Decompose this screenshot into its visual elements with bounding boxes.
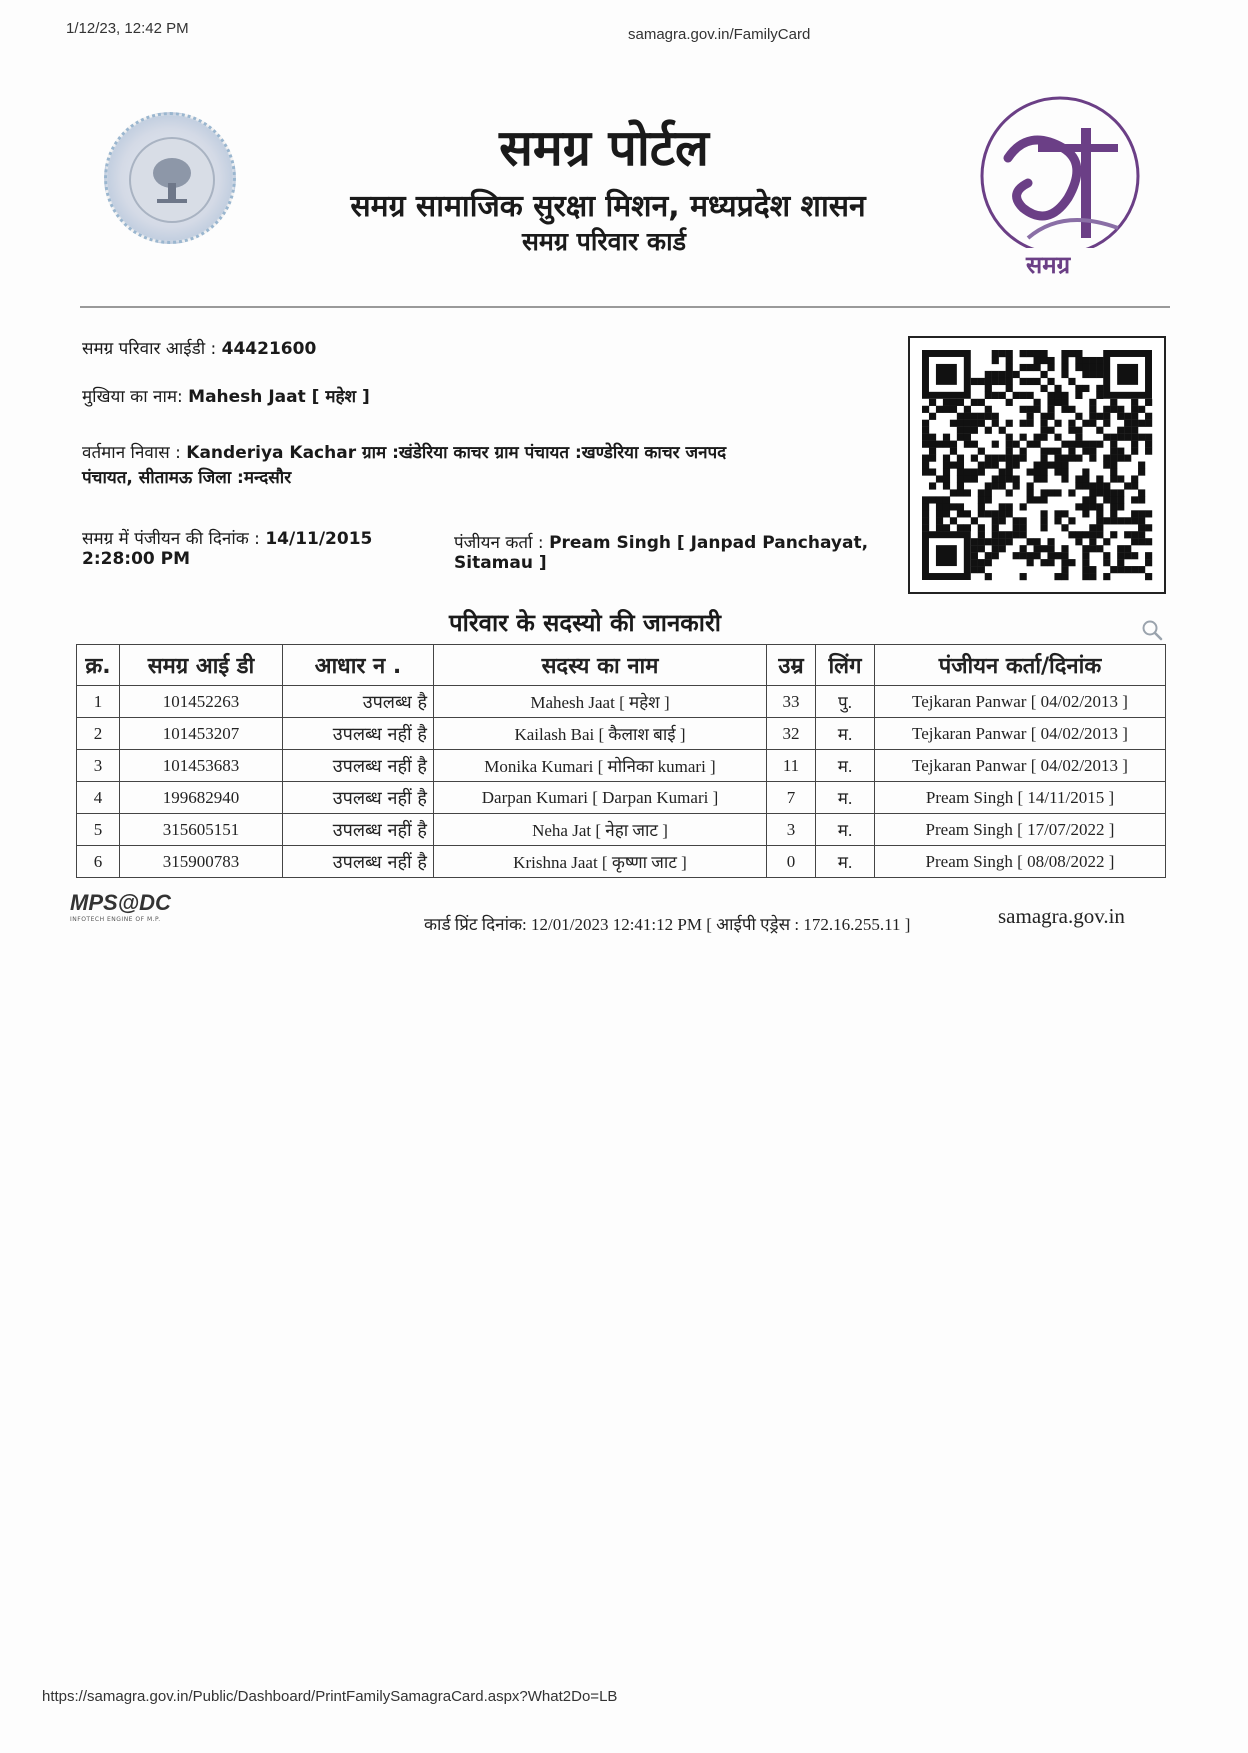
residence-label: वर्तमान निवास : [82, 443, 181, 463]
print-url: samagra.gov.in/FamilyCard [628, 26, 811, 43]
search-icon[interactable] [1140, 618, 1164, 646]
table-row [77, 718, 1166, 750]
reg-date-row [82, 526, 412, 569]
cell-gender: म. [816, 782, 875, 814]
table-row [77, 846, 1166, 878]
samagra-logo-text: समग्र [1026, 251, 1071, 279]
cell-aadhar: उपलब्ध नहीं है [283, 814, 434, 846]
table-header-row [77, 645, 1166, 686]
registrar-line1: Pream Singh [ Janpad Panchayat, [549, 533, 869, 553]
cell-aadhar: उपलब्ध नहीं है [283, 718, 434, 750]
reg-date-label: समग्र में पंजीयन की दिनांक : [82, 529, 260, 549]
mission-subtitle: समग्र सामाजिक सुरक्षा मिशन, मध्यप्रदेश शासन [350, 189, 866, 224]
reg-date-value: 14/11/2015 [265, 529, 373, 549]
cell-samagra-id: 101452263 [120, 686, 283, 718]
head-label: मुखिया का नाम: [82, 387, 183, 407]
cell-age: 32 [767, 718, 816, 750]
cell-serial: 1 [77, 686, 120, 718]
residence-line2: पंचायत, सीतामऊ जिला :मन्दसौर [82, 468, 292, 488]
cell-age: 7 [767, 782, 816, 814]
cell-samagra-id: 101453207 [120, 718, 283, 750]
registrar-line2: Sitamau ] [454, 553, 547, 573]
card-print-info: कार्ड प्रिंट दिनांक: 12/01/2023 12:41:12 PM [ आईपी एड्रेस : 172.16.255.11 ] [424, 915, 911, 934]
cell-gender: पु. [816, 686, 875, 718]
col-aadhar: आधार न . [283, 645, 434, 686]
cell-serial: 3 [77, 750, 120, 782]
cell-serial: 2 [77, 718, 120, 750]
cell-member-name: Krishna Jaat [ कृष्णा जाट ] [434, 846, 767, 878]
table-row [77, 686, 1166, 718]
reg-time-value: 2:28:00 PM [82, 549, 191, 569]
registrar-label: पंजीयन कर्ता : [454, 533, 544, 553]
col-age: उम्र [767, 645, 816, 686]
cell-samagra-id: 199682940 [120, 782, 283, 814]
cell-age: 0 [767, 846, 816, 878]
members-table [76, 644, 1166, 878]
family-id-label: समग्र परिवार आईडी : [82, 339, 217, 359]
cell-member-name: Neha Jat [ नेहा जाट ] [434, 814, 767, 846]
family-id-value: 44421600 [221, 339, 317, 359]
cell-aadhar: उपलब्ध नहीं है [283, 846, 434, 878]
print-datetime: 1/12/23, 12:42 PM [66, 20, 189, 37]
cell-age: 33 [767, 686, 816, 718]
family-id-row [82, 336, 316, 359]
header-divider [80, 306, 1170, 308]
cell-member-name: Darpan Kumari [ Darpan Kumari ] [434, 782, 767, 814]
cell-registrar-date: Tejkaran Panwar [ 04/02/2013 ] [875, 750, 1166, 782]
cell-member-name: Mahesh Jaat [ महेश ] [434, 686, 767, 718]
col-member-name: सदस्य का नाम [434, 645, 767, 686]
cell-gender: म. [816, 718, 875, 750]
table-row [77, 782, 1166, 814]
mpsedc-tagline: INFOTECH ENGINE OF M.P. [70, 916, 161, 923]
head-row [82, 384, 370, 407]
cell-age: 3 [767, 814, 816, 846]
head-value: Mahesh Jaat [ महेश ] [188, 387, 370, 407]
cell-registrar-date: Pream Singh [ 14/11/2015 ] [875, 782, 1166, 814]
cell-aadhar: उपलब्ध नहीं है [283, 782, 434, 814]
cell-samagra-id: 315900783 [120, 846, 283, 878]
registrar-row [454, 530, 894, 573]
col-gender: लिंग [816, 645, 875, 686]
cell-samagra-id: 315605151 [120, 814, 283, 846]
site-name: samagra.gov.in [998, 904, 1125, 928]
cell-registrar-date: Tejkaran Panwar [ 04/02/2013 ] [875, 686, 1166, 718]
cell-aadhar: उपलब्ध नहीं है [283, 750, 434, 782]
card-type-title: समग्र परिवार कार्ड [522, 227, 686, 256]
cell-member-name: Kailash Bai [ कैलाश बाई ] [434, 718, 767, 750]
table-row [77, 814, 1166, 846]
cell-gender: म. [816, 814, 875, 846]
cell-serial: 5 [77, 814, 120, 846]
residence-line1: Kanderiya Kachar ग्राम :खंडेरिया काचर ग्राम पंचायत :खण्डेरिया काचर जनपद [186, 443, 727, 463]
residence-row [82, 440, 862, 488]
qr-code-icon [908, 336, 1166, 594]
col-serial: क्र. [77, 645, 120, 686]
page-url: https://samagra.gov.in/Public/Dashboard/PrintFamilySamagraCard.aspx?What2Do=LB [42, 1688, 618, 1705]
col-registrar-date: पंजीयन कर्ता/दिनांक [875, 645, 1166, 686]
cell-age: 11 [767, 750, 816, 782]
cell-samagra-id: 101453683 [120, 750, 283, 782]
cell-registrar-date: Tejkaran Panwar [ 04/02/2013 ] [875, 718, 1166, 750]
cell-member-name: Monika Kumari [ मोनिका kumari ] [434, 750, 767, 782]
cell-aadhar: उपलब्ध है [283, 686, 434, 718]
table-row [77, 750, 1166, 782]
cell-gender: म. [816, 846, 875, 878]
members-heading: परिवार के सदस्यो की जानकारी [448, 609, 721, 637]
col-samagra-id: समग्र आई डी [120, 645, 283, 686]
portal-title: समग्र पोर्टल [499, 119, 709, 177]
mpsedc-logo: MPS@DC [70, 890, 171, 915]
cell-serial: 6 [77, 846, 120, 878]
samagra-logo-icon [968, 88, 1158, 278]
cell-serial: 4 [77, 782, 120, 814]
cell-gender: म. [816, 750, 875, 782]
cell-registrar-date: Pream Singh [ 17/07/2022 ] [875, 814, 1166, 846]
cell-registrar-date: Pream Singh [ 08/08/2022 ] [875, 846, 1166, 878]
